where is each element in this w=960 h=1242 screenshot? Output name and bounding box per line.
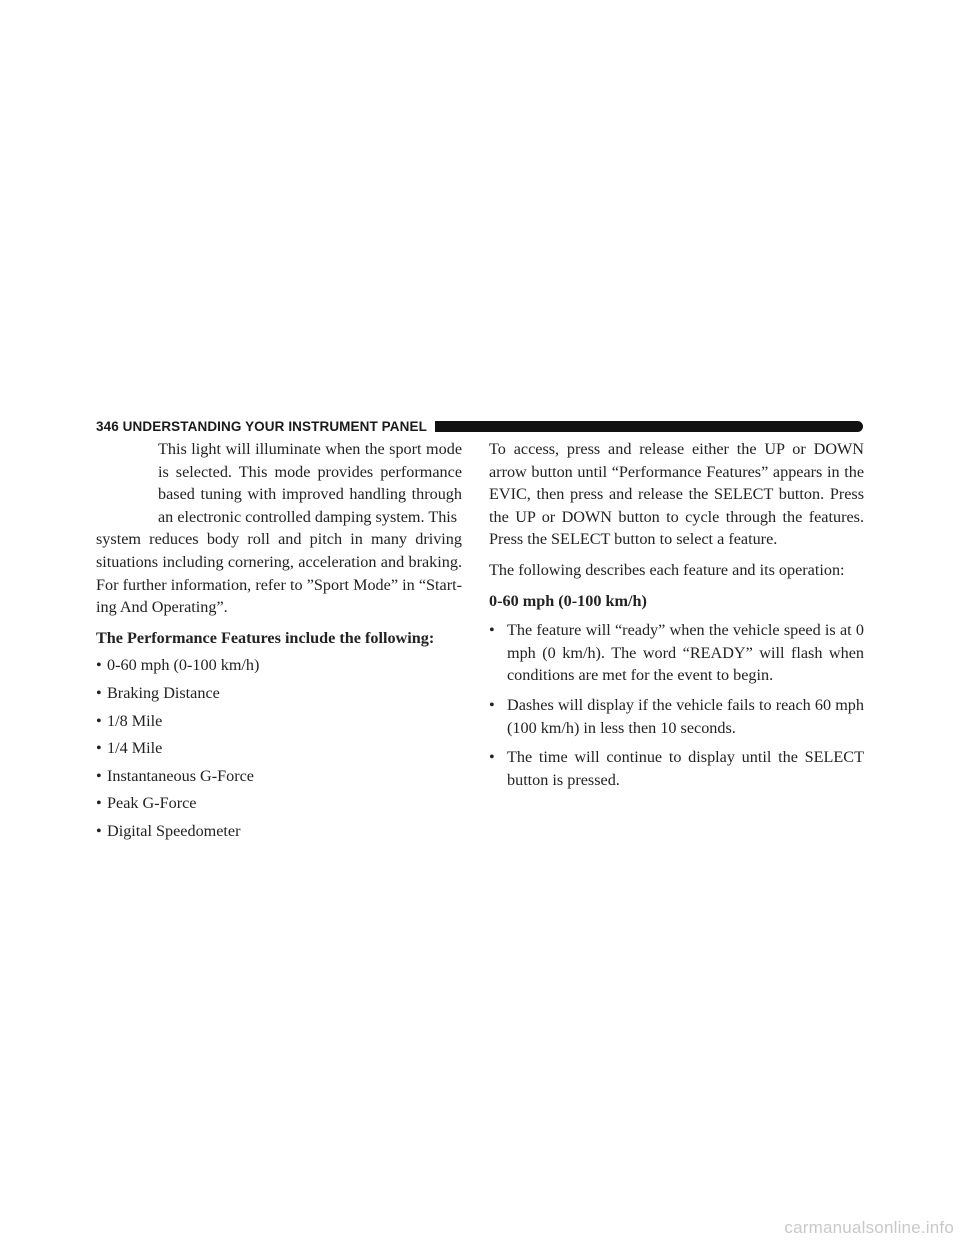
features-heading: The Performance Features include the following: [96, 628, 435, 647]
list-item: • Peak G-Force [96, 792, 462, 815]
intro-indented-paragraph: This light will illuminate when the sport mode is selected. This mode provides performance based tuning with improved handling through an electronic controlled damping system. This [158, 440, 462, 526]
page-header [96, 417, 863, 435]
right-column [489, 438, 864, 791]
intro-continued-paragraph: system reduces body roll and pitch in many driving situations including cornering, acceleration and braking. For further information, refer to ”Sport Mode” in “Start-ing And Operating”. [96, 530, 462, 617]
list-item: • Braking Distance [96, 682, 462, 705]
list-item: • Digital Speedometer [96, 820, 462, 843]
page-header-label: 346 UNDERSTANDING YOUR INSTRUMENT PANEL [96, 418, 427, 434]
bullet-icon: • [96, 821, 102, 840]
feature-details-list [489, 619, 864, 791]
bullet-icon: • [96, 766, 102, 785]
bullet-icon: • [96, 739, 102, 758]
bullet-icon: • [489, 695, 495, 714]
list-item: • The feature will “ready” when the vehicle speed is at 0 mph (0 km/h). The word “READY” will flash when conditions are met for the event to begin. [489, 621, 864, 685]
bullet-icon: • [96, 656, 102, 675]
list-item: • Instantaneous G-Force [96, 765, 462, 788]
list-item: • The time will continue to display until the SELECT button is pressed. [489, 748, 864, 789]
list-item: • Dashes will display if the vehicle fails to reach 60 mph (100 km/h) in less then 10 seconds. [489, 695, 864, 737]
bullet-icon: • [96, 794, 102, 813]
left-column [96, 438, 462, 843]
watermark: carmanualsonline.info [784, 1218, 954, 1237]
describes-paragraph: The following describes each feature and its operation: [489, 560, 845, 579]
bullet-icon: • [96, 683, 102, 702]
bullet-icon: • [96, 711, 102, 730]
bullet-icon: • [489, 621, 495, 640]
list-item: • 1/4 Mile [96, 737, 462, 760]
header-rule [435, 421, 863, 432]
bullet-icon: • [489, 748, 495, 767]
features-list [96, 654, 462, 842]
list-item: • 1/8 Mile [96, 710, 462, 733]
list-item: • 0-60 mph (0-100 km/h) [96, 654, 462, 677]
access-paragraph: To access, press and release either the UP or DOWN arrow button until “Performance Features” appears in the EVIC, then press and release the SELECT button. Press the UP or DOWN button to cycle through the features. Press the SELECT button to select a feature. [489, 440, 864, 549]
feature-subheading: 0-60 mph (0-100 km/h) [489, 591, 647, 610]
